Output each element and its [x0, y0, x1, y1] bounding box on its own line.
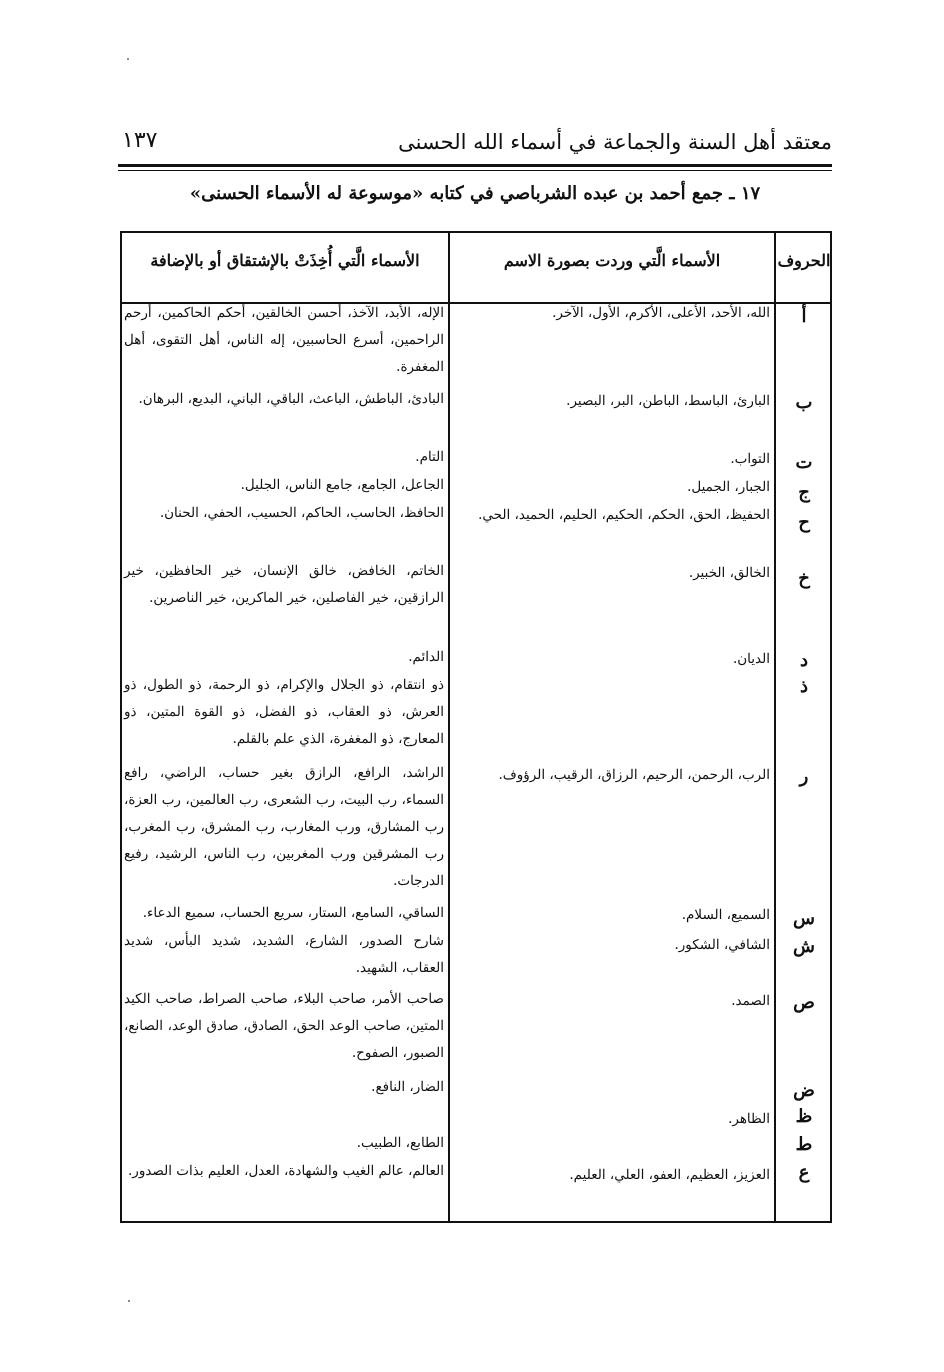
scan-speck [127, 58, 129, 60]
direct-names-cell: الخالق، الخبير. [688, 565, 770, 581]
direct-names-cell: الظاهر. [728, 1111, 770, 1127]
column-divider [448, 231, 450, 1223]
direct-names-cell: السميع، السلام. [681, 907, 770, 923]
letter-cell: د [799, 650, 808, 671]
derived-names-cell: الحافظ، الحاسب، الحاكم، الحسيب، الحفي، الحنان. [159, 505, 444, 521]
direct-names-cell: الحفيظ، الحق، الحكم، الحكيم، الحليم، الحميد، الحي. [478, 507, 770, 523]
column-divider [774, 231, 776, 1223]
direct-names-cell: الجبار، الجميل. [687, 479, 770, 495]
derived-names-cell: الساقي، السامع، الستار، سريع الحساب، سميع الدعاء. [142, 905, 444, 921]
derived-names-column-header: الأسماء الَّتي أُخِذَتْ بالإشتقاق أو بالإضافة [150, 251, 420, 270]
letters-column-header: الحروف [777, 251, 831, 270]
scan-speck [128, 1300, 130, 1302]
letter-cell: ت [795, 452, 813, 473]
derived-names-cell: الدائم. [408, 649, 444, 665]
running-header-title: معتقد أهل السنة والجماعة في أسماء الله الحسنى [398, 130, 832, 154]
header-rule-thin [118, 170, 832, 171]
direct-names-cell: التواب. [730, 451, 770, 467]
header-rule-thick [118, 164, 832, 167]
direct-names-cell: البارئ، الباسط، الباطن، البر، البصير. [566, 393, 770, 409]
direct-names-cell: الرب، الرحمن، الرحيم، الرزاق، الرقيب، الرؤوف. [498, 767, 770, 783]
letter-cell: س [793, 908, 815, 929]
derived-names-cell: ذو انتقام، ذو الجلال والإكرام، ذو الرحمة، ذو الطول، ذو العرش، ذو العقاب، ذو الفضل، ذو القوة المتين، ذو المعارج، ذو المغفرة، الذي علم بالقلم. [124, 677, 444, 747]
letter-cell: ح [798, 512, 810, 533]
letter-cell: ظ [795, 1106, 813, 1127]
letter-cell: ض [793, 1080, 815, 1101]
page-number: ١٣٧ [122, 128, 158, 153]
direct-names-cell: الشافي، الشكور. [674, 937, 770, 953]
letter-cell: ذ [799, 676, 808, 697]
derived-names-cell: صاحب الأمر، صاحب البلاء، صاحب الصراط، صاحب الكيد المتين، صاحب الوعد الحق، الصادق، صادق الوعد، الصانع، الصبور، الصفوح. [124, 991, 444, 1061]
letter-cell: خ [798, 568, 810, 589]
derived-names-cell: شارح الصدور، الشارع، الشديد، شديد البأس، شديد العقاب، الشهيد. [124, 933, 444, 976]
section-title: ١٧ ـ جمع أحمد بن عبده الشرباصي في كتابه «موسوعة له الأسماء الحسنى» [189, 183, 761, 204]
derived-names-cell: الجاعل، الجامع، جامع الناس، الجليل. [240, 477, 444, 493]
direct-names-column-header: الأسماء الَّتي وردت بصورة الاسم [503, 251, 721, 270]
letter-cell: ب [795, 392, 813, 413]
letter-cell: ر [799, 766, 809, 787]
derived-names-cell: الطابع، الطبيب. [356, 1135, 444, 1151]
letter-cell: ص [793, 992, 815, 1013]
letter-cell: ش [793, 936, 815, 957]
derived-names-cell: الضار، النافع. [371, 1079, 444, 1095]
direct-names-cell: الديان. [732, 651, 770, 667]
letter-cell: ع [798, 1162, 810, 1183]
direct-names-cell: الصمد. [731, 993, 770, 1009]
derived-names-cell: الإله، الأبد، الآخذ، أحسن الخالقين، أحكم الحاكمين، أرحم الراحمين، أسرع الحاسبين، إله الناس، أهل التقوى، أهل المغفرة. [124, 305, 444, 375]
derived-names-cell: البادئ، الباطش، الباعث، الباقي، الباني، البديع، البرهان. [138, 391, 444, 407]
letter-cell: ج [798, 482, 810, 503]
derived-names-cell: التام. [415, 449, 444, 465]
letter-cell: أ [801, 306, 807, 327]
direct-names-cell: الله، الأحد، الأعلى، الأكرم، الأول، الآخر. [552, 305, 770, 321]
derived-names-cell: الخاتم، الخافض، خالق الإنسان، خير الحافظين، خير الرازقين، خير الفاصلين، خير الماكرين، خير الناصرين. [124, 563, 444, 606]
letter-cell: ط [795, 1134, 813, 1155]
direct-names-cell: العزيز، العظيم، العفو، العلي، العليم. [569, 1167, 770, 1183]
derived-names-cell: العالم، عالم الغيب والشهادة، العدل، العليم بذات الصدور. [128, 1163, 444, 1179]
derived-names-cell: الراشد، الرافع، الرازق بغير حساب، الراضي، رافع السماء، رب البيت، رب الشعرى، رب العالمين، رب العزة، رب المشارق، ورب المغارب، رب المشرق، رب المغرب، رب المشرقين ورب المغربين، رب الناس، الرشيد، رفيع الدرجات. [124, 765, 444, 889]
